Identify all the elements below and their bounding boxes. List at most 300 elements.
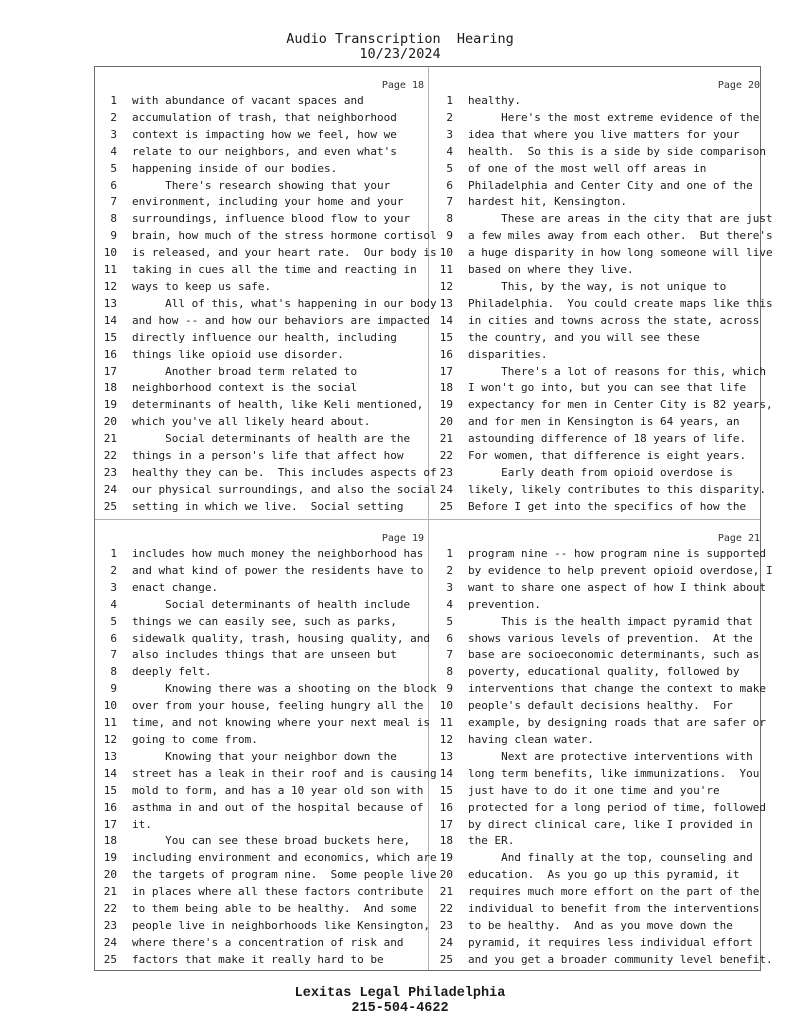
line-text: the targets of program nine. Some people live [132, 868, 437, 882]
line-text: Knowing that your neighbor down the [132, 749, 397, 763]
transcript-line [92, 749, 428, 766]
line-number: 18 [439, 381, 453, 395]
transcript-line [428, 563, 773, 580]
transcript-line [92, 228, 437, 245]
transcript-line [428, 833, 764, 850]
footer-phone: 215-504-4622 [351, 1001, 449, 1016]
line-number: 13 [103, 296, 117, 310]
transcript-line [428, 715, 767, 732]
line-number: 3 [446, 580, 453, 594]
transcript-line [92, 783, 428, 800]
line-text: This is the health impact pyramid that [468, 614, 753, 628]
line-number: 22 [103, 902, 117, 916]
line-text: individual to benefit from the interventions [468, 902, 760, 916]
line-number: 20 [103, 868, 117, 882]
line-number: 12 [439, 279, 453, 293]
line-text: over from your house, feeling hungry all the [132, 699, 424, 713]
line-number: 13 [103, 749, 117, 763]
line-text: and for men in Kensington is 64 years, an [468, 415, 740, 429]
line-number: 22 [439, 449, 453, 463]
line-number: 18 [103, 381, 117, 395]
transcript-line [428, 127, 764, 144]
transcript-line [428, 448, 764, 465]
line-number: 23 [103, 465, 117, 479]
line-number: 18 [103, 834, 117, 848]
line-text: Here's the most extreme evidence of the [468, 110, 760, 124]
line-number: 9 [446, 682, 453, 696]
line-text: mold to form, and has a 10 year old son with [132, 783, 424, 797]
transcript-lines [92, 546, 437, 969]
page-number: Page 18 [381, 80, 424, 91]
line-number: 2 [110, 110, 117, 124]
transcript-line [92, 664, 428, 681]
line-number: 20 [439, 868, 453, 882]
line-number: 2 [446, 110, 453, 124]
transcript-line [92, 296, 437, 313]
line-number: 21 [439, 885, 453, 899]
transcript-line [428, 178, 764, 195]
line-text: where there's a concentration of risk and [132, 935, 404, 949]
line-number: 9 [446, 229, 453, 243]
transcript-line [428, 817, 764, 834]
line-number: 12 [439, 732, 453, 746]
transcript-line [428, 482, 767, 499]
line-number: 22 [439, 902, 453, 916]
transcript-line [428, 664, 764, 681]
transcript-line [92, 817, 428, 834]
line-number: 20 [439, 415, 453, 429]
transcript-line [92, 127, 428, 144]
transcript-line [92, 732, 428, 749]
line-text: by evidence to help prevent opioid overdose, I [468, 563, 773, 577]
transcript-line [92, 194, 428, 211]
line-number: 12 [103, 732, 117, 746]
transcript-line [428, 330, 764, 347]
transcript-line [428, 580, 767, 597]
line-text: environment, including your home and your [132, 195, 404, 209]
line-text: healthy. [468, 94, 521, 107]
transcript-line [428, 431, 764, 448]
line-text: brain, how much of the stress hormone cortisol [132, 229, 437, 243]
line-text: which you've all likely heard about. [132, 415, 371, 429]
transcript-line [428, 918, 764, 935]
line-number: 17 [103, 364, 117, 378]
transcript-line [428, 313, 764, 330]
line-number: 7 [446, 648, 453, 662]
line-text: people live in neighborhoods like Kensington, [132, 918, 431, 932]
line-text: There's research showing that your [132, 178, 391, 192]
line-text: Social determinants of health include [132, 597, 411, 611]
line-text: protected for a long period of time, followed [468, 800, 767, 814]
line-text: expectancy for men in Center City is 82 years, [468, 398, 773, 412]
transcript-line [428, 93, 764, 110]
line-text: idea that where you live matters for your [468, 127, 740, 141]
row-divider [95, 519, 760, 520]
line-text: things like opioid use disorder. [132, 347, 344, 361]
transcript-line [428, 279, 764, 296]
line-number: 9 [110, 229, 117, 243]
line-text: relate to our neighbors, and even what's [132, 144, 397, 158]
line-text: This, by the way, is not unique to [468, 279, 727, 293]
line-number: 3 [110, 580, 117, 594]
line-number: 4 [446, 144, 453, 158]
transcript-line [92, 465, 437, 482]
page-number: Page 20 [717, 80, 760, 91]
line-text: in places where all these factors contribute [132, 885, 424, 899]
transcript-lines [428, 93, 773, 516]
line-number: 13 [439, 296, 453, 310]
page-number: Page 19 [381, 533, 424, 544]
line-number: 19 [439, 398, 453, 412]
line-number: 21 [439, 432, 453, 446]
transcript-line [92, 330, 428, 347]
transcript-line [428, 228, 773, 245]
line-number: 14 [103, 313, 117, 327]
line-text: education. As you go up this pyramid, it [468, 868, 740, 882]
transcript-line [92, 414, 428, 431]
transcript-line [92, 766, 437, 783]
line-number: 22 [103, 449, 117, 463]
line-text: Philadelphia and Center City and one of the [468, 178, 753, 192]
line-text: a few miles away from each other. But there's [468, 229, 773, 243]
line-text: enact change. [132, 580, 219, 594]
line-number: 3 [446, 127, 453, 141]
line-text: program nine -- how program nine is supported [468, 547, 767, 560]
line-number: 25 [103, 499, 117, 513]
line-text: Before I get into the specifics of how the [468, 499, 747, 513]
transcript-line [92, 614, 428, 631]
line-number: 5 [446, 614, 453, 628]
line-number: 5 [110, 614, 117, 628]
transcript-line [92, 211, 428, 228]
line-number: 6 [446, 631, 453, 645]
line-number: 8 [446, 212, 453, 226]
transcript-line [428, 110, 764, 127]
line-number: 12 [103, 279, 117, 293]
transcript-line [428, 884, 764, 901]
line-text: I won't go into, but you can see that life [468, 381, 747, 395]
line-number: 17 [103, 817, 117, 831]
line-number: 16 [103, 800, 117, 814]
transcript-line [428, 783, 764, 800]
line-text: likely, likely contributes to this disparity. [468, 482, 767, 496]
line-text: For women, that difference is eight years. [468, 449, 747, 463]
line-text: the ER. [468, 834, 515, 848]
transcript-line [92, 279, 428, 296]
line-text: by direct clinical care, like I provided in [468, 817, 753, 831]
transcript-line [428, 397, 773, 414]
line-text: want to share one aspect of how I think about [468, 580, 767, 594]
line-number: 23 [439, 465, 453, 479]
transcript-line [428, 867, 764, 884]
transcript-line [92, 715, 431, 732]
line-text: street has a leak in their roof and is causing [132, 766, 437, 780]
line-text: disparities. [468, 347, 548, 361]
transcript-line [428, 380, 764, 397]
line-text: Social determinants of health are the [132, 432, 411, 446]
transcript-line [92, 546, 428, 563]
line-number: 25 [103, 952, 117, 966]
line-text: asthma in and out of the hospital because of [132, 800, 424, 814]
transcript-line [92, 800, 428, 817]
line-text: including environment and economics, which are [132, 851, 437, 865]
line-text: it. [132, 817, 152, 831]
line-number: 8 [110, 212, 117, 226]
transcript-line [428, 732, 764, 749]
line-text: shows various levels of prevention. At the [468, 631, 753, 645]
transcript-line [92, 647, 428, 664]
line-text: things we can easily see, such as parks, [132, 614, 397, 628]
line-text: context is impacting how we feel, how we [132, 127, 397, 141]
line-text: interventions that change the context to make [468, 682, 767, 696]
line-text: having clean water. [468, 732, 594, 746]
line-number: 4 [110, 144, 117, 158]
page-number: Page 21 [717, 533, 760, 544]
transcript-line [92, 448, 428, 465]
line-text: includes how much money the neighborhood has [132, 547, 424, 560]
line-text: also includes things that are unseen but [132, 648, 397, 662]
line-text: taking in cues all the time and reacting in [132, 263, 417, 277]
line-text: deeply felt. [132, 665, 212, 679]
line-number: 16 [439, 800, 453, 814]
line-text: requires much more effort on the part of the [468, 885, 760, 899]
transcript-line [92, 901, 428, 918]
transcript-line [92, 935, 428, 952]
transcript-line [92, 93, 428, 110]
transcript-line [92, 867, 437, 884]
line-number: 10 [103, 246, 117, 260]
transcript-line [428, 161, 764, 178]
transcript-line [92, 698, 428, 715]
line-number: 4 [110, 597, 117, 611]
line-text: to them being able to be healthy. And some [132, 902, 417, 916]
line-text: with abundance of vacant spaces and [132, 94, 364, 107]
line-text: base are socioeconomic determinants, such as [468, 648, 760, 662]
line-number: 19 [103, 851, 117, 865]
line-text: healthy they can be. This includes aspects of [132, 465, 437, 479]
line-number: 10 [439, 246, 453, 260]
transcript-lines [428, 546, 773, 969]
line-text: surroundings, influence blood flow to your [132, 212, 411, 226]
footer-firm-name: Lexitas Legal Philadelphia [294, 986, 506, 1001]
line-text: pyramid, it requires less individual effort [468, 935, 753, 949]
transcript-line [428, 681, 767, 698]
transcript-line [428, 546, 767, 563]
line-number: 14 [439, 766, 453, 780]
transcript-line [428, 194, 764, 211]
transcript-line [92, 431, 428, 448]
transcript-lines [92, 93, 437, 516]
line-text: just have to do it one time and you're [468, 783, 720, 797]
line-text: and what kind of power the residents have to [132, 563, 424, 577]
transcript-line [92, 482, 437, 499]
line-text: is released, and your heart rate. Our body is [132, 246, 437, 260]
transcript-line [92, 631, 431, 648]
line-text: Knowing there was a shooting on the block [132, 682, 437, 696]
transcript-line [92, 313, 431, 330]
transcript-line [92, 499, 428, 516]
line-text: people's default decisions healthy. For [468, 699, 733, 713]
transcript-line [428, 296, 773, 313]
transcript-line [428, 211, 773, 228]
line-number: 10 [439, 699, 453, 713]
line-number: 24 [439, 935, 453, 949]
transcript-line [428, 901, 764, 918]
transcript-line [428, 952, 773, 969]
line-number: 7 [110, 195, 117, 209]
transcript-line [92, 884, 428, 901]
line-text: and you get a broader community level benefit. [468, 952, 773, 966]
line-text: directly influence our health, including [132, 330, 397, 344]
transcript-line [428, 499, 764, 516]
transcript-line [92, 580, 428, 597]
line-text: a huge disparity in how long someone will live [468, 246, 773, 260]
transcript-line [428, 347, 764, 364]
line-number: 25 [439, 499, 453, 513]
transcript-line [92, 681, 437, 698]
transcript-title: Audio Transcription Hearing [286, 31, 514, 47]
line-text: time, and not knowing where your next meal is [132, 716, 431, 730]
transcript-line [92, 563, 428, 580]
line-number: 5 [110, 161, 117, 175]
transcript-line [92, 245, 437, 262]
line-number: 13 [439, 749, 453, 763]
transcript-line [92, 918, 431, 935]
line-number: 18 [439, 834, 453, 848]
transcript-line [428, 414, 764, 431]
line-text: going to come from. [132, 732, 258, 746]
line-text: And finally at the top, counseling and [468, 851, 753, 865]
line-number: 19 [439, 851, 453, 865]
line-number: 24 [103, 482, 117, 496]
line-text: determinants of health, like Keli mentioned, [132, 398, 424, 412]
transcript-line [428, 144, 767, 161]
line-text: happening inside of our bodies. [132, 161, 338, 175]
line-number: 15 [103, 330, 117, 344]
transcript-line [428, 800, 767, 817]
line-number: 21 [103, 432, 117, 446]
line-number: 3 [110, 127, 117, 141]
transcript-line [428, 749, 764, 766]
line-number: 17 [439, 364, 453, 378]
line-number: 16 [103, 347, 117, 361]
line-text: Early death from opioid overdose is [468, 465, 733, 479]
line-text: long term benefits, like immunizations. You [468, 766, 760, 780]
line-text: hardest hit, Kensington. [468, 195, 627, 209]
line-text: Another broad term related to [132, 364, 358, 378]
line-number: 23 [439, 918, 453, 932]
transcript-line [92, 850, 437, 867]
transcript-line [92, 110, 428, 127]
line-number: 7 [110, 648, 117, 662]
line-text: All of this, what's happening in our body [132, 296, 437, 310]
line-number: 7 [446, 195, 453, 209]
line-number: 15 [103, 783, 117, 797]
transcript-date: 10/23/2024 [359, 46, 441, 62]
transcript-line [92, 397, 428, 414]
line-text: You can see these broad buckets here, [132, 834, 411, 848]
line-text: our physical surroundings, and also the social [132, 482, 437, 496]
line-text: These are areas in the city that are just [468, 212, 773, 226]
line-number: 24 [439, 482, 453, 496]
line-number: 25 [439, 952, 453, 966]
line-number: 14 [103, 766, 117, 780]
line-text: example, by designing roads that are safer or [468, 716, 767, 730]
line-number: 4 [446, 597, 453, 611]
transcript-line [92, 380, 428, 397]
line-text: of one of the most well off areas in [468, 161, 707, 175]
line-text: in cities and towns across the state, across [468, 313, 760, 327]
line-text: sidewalk quality, trash, housing quality, and [132, 631, 431, 645]
line-number: 17 [439, 817, 453, 831]
line-text: factors that make it really hard to be [132, 952, 384, 966]
transcript-line [428, 597, 764, 614]
line-text: setting in which we live. Social setting [132, 499, 404, 513]
line-text: neighborhood context is the social [132, 381, 358, 395]
line-text: health. So this is a side by side comparison [468, 144, 767, 158]
line-number: 6 [110, 178, 117, 192]
line-text: things in a person's life that affect how [132, 449, 404, 463]
transcript-line [428, 698, 764, 715]
line-text: and how -- and how our behaviors are impacted [132, 313, 431, 327]
line-text: poverty, educational quality, followed by [468, 665, 740, 679]
transcript-line [428, 631, 764, 648]
transcript-line [92, 144, 428, 161]
line-number: 10 [103, 699, 117, 713]
line-number: 23 [103, 918, 117, 932]
transcript-line [92, 952, 428, 969]
line-number: 14 [439, 313, 453, 327]
line-number: 21 [103, 885, 117, 899]
line-text: astounding difference of 18 years of life. [468, 432, 747, 446]
line-number: 8 [446, 665, 453, 679]
transcript-line [428, 766, 764, 783]
line-number: 19 [103, 398, 117, 412]
line-number: 6 [110, 631, 117, 645]
transcript-line [428, 647, 764, 664]
transcript-line [92, 347, 428, 364]
transcript-line [92, 161, 428, 178]
line-number: 11 [103, 716, 117, 730]
line-number: 15 [439, 783, 453, 797]
line-text: Philadelphia. You could create maps like this [468, 296, 773, 310]
line-number: 1 [110, 94, 117, 107]
line-number: 6 [446, 178, 453, 192]
transcript-line [92, 178, 428, 195]
transcript-line [428, 245, 773, 262]
transcript-line [428, 850, 764, 867]
transcript-line [428, 465, 764, 482]
transcript-line [428, 935, 764, 952]
line-number: 1 [110, 547, 117, 560]
line-text: the country, and you will see these [468, 330, 700, 344]
transcript-line [92, 364, 428, 381]
line-text: accumulation of trash, that neighborhood [132, 110, 397, 124]
line-text: prevention. [468, 597, 541, 611]
line-number: 8 [110, 665, 117, 679]
line-number: 5 [446, 161, 453, 175]
line-number: 1 [446, 94, 453, 107]
line-text: to be healthy. And as you move down the [468, 918, 733, 932]
line-text: ways to keep us safe. [132, 279, 272, 293]
transcript-line [428, 614, 764, 631]
line-text: Next are protective interventions with [468, 749, 753, 763]
line-number: 16 [439, 347, 453, 361]
line-number: 2 [110, 563, 117, 577]
transcript-line [428, 262, 764, 279]
transcript-line [92, 833, 428, 850]
line-number: 9 [110, 682, 117, 696]
